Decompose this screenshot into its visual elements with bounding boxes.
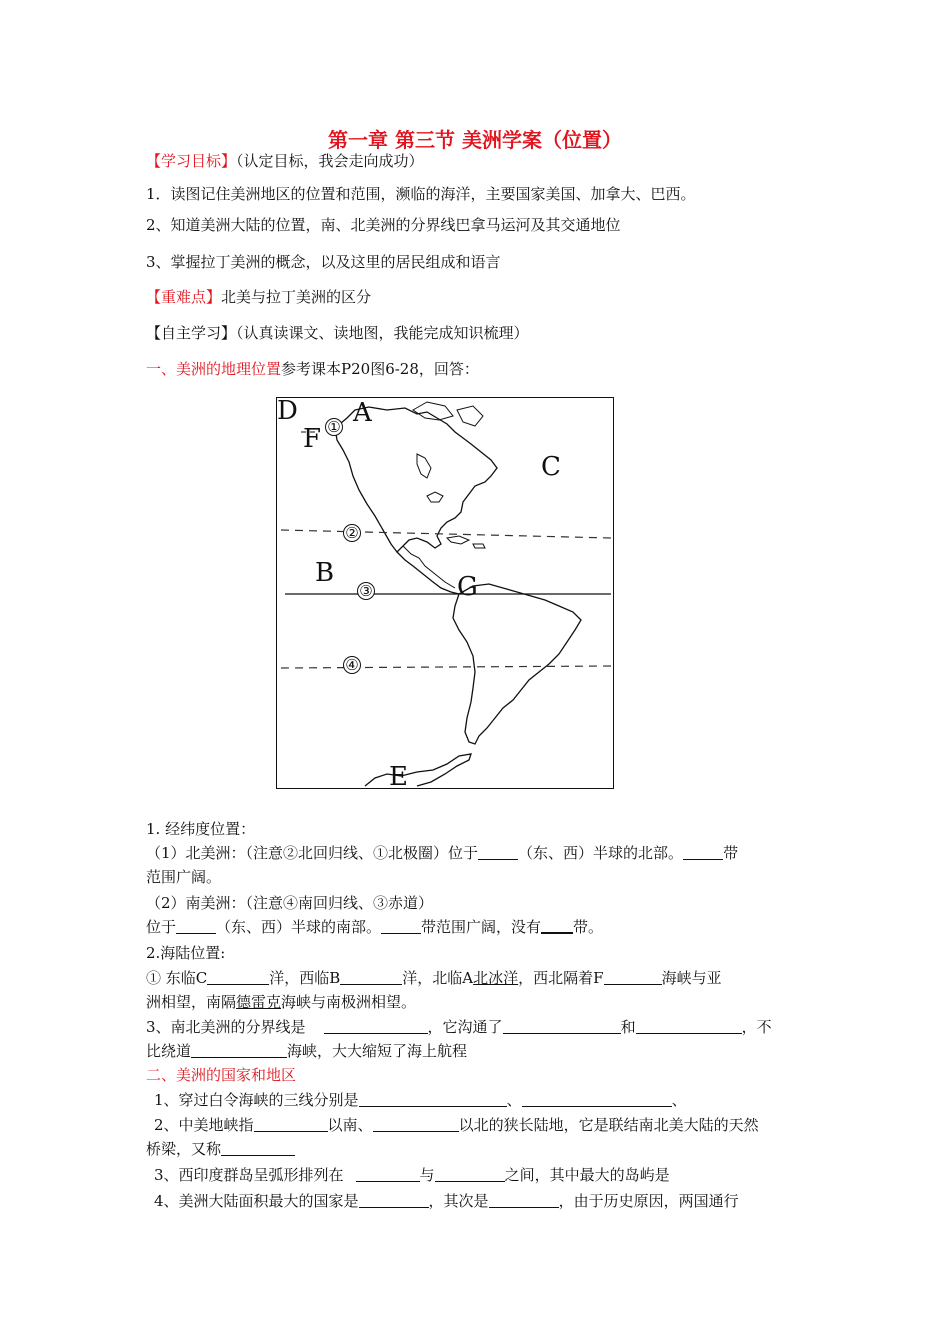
answer-blank[interactable] [503, 1018, 621, 1034]
q1-north-america-line [146, 842, 738, 864]
section1-text: 参考课本P20图6-28，回答： [281, 360, 479, 378]
selfstudy-label: 【自主学习】 [146, 324, 237, 342]
map-label-b: B [315, 558, 335, 588]
q2-text-b: 洋，西临B [269, 969, 341, 987]
q2-arctic-ocean: 北冰洋 [473, 969, 519, 987]
s2-item-2-continued [146, 1138, 295, 1160]
page-title: 第一章 第三节 美洲学案（位置） [328, 128, 622, 152]
section1-heading [146, 358, 479, 380]
s2-i3-text-a: 3、西印度群岛呈弧形排列在 [154, 1166, 344, 1184]
objective-item-1: 1．读图记住美洲地区的位置和范围，濒临的海洋，主要国家美国、加拿大、巴西。 [146, 185, 696, 203]
s2-i4-text-b: ，其次是 [428, 1192, 489, 1210]
answer-blank[interactable] [254, 1116, 328, 1132]
answer-blank[interactable] [221, 1140, 295, 1156]
q1-heading: 1. 经纬度位置： [146, 820, 256, 838]
answer-blank[interactable] [604, 969, 662, 985]
s2-i4-text-c: ，由于历史原因，两国通行 [558, 1192, 739, 1210]
objectives-label: 【学习目标】 [146, 152, 237, 170]
section2-heading: 二、美洲的国家和地区 [146, 1066, 297, 1084]
s2-i1-text-c: 、 [671, 1091, 687, 1109]
map-circle-3: ③ [357, 582, 375, 600]
s2-item-1 [154, 1089, 687, 1111]
q1-sa-text-d: 带。 [573, 918, 604, 936]
difficulty-label: 【重难点】 [146, 288, 222, 306]
answer-blank[interactable] [340, 969, 402, 985]
answer-blank[interactable] [359, 1192, 429, 1208]
section1-head: 一、美洲的地理位置 [146, 360, 282, 378]
map-circle-1: ① [325, 418, 343, 436]
map-circle-2: ② [343, 524, 361, 542]
selfstudy-note: （认真读课文、读地图，我能完成知识梳理） [236, 324, 529, 342]
s2-i1-text-b: 、 [506, 1091, 522, 1109]
s2-i2-text-d: 桥梁，又称 [146, 1140, 222, 1158]
answer-blank[interactable] [478, 844, 518, 860]
difficulty-line [146, 286, 371, 308]
q3-line-1 [146, 1016, 772, 1038]
q1-sa-text-b: （东、西）半球的南部。 [216, 918, 382, 936]
americas-outline-map [276, 396, 614, 792]
q2-text-e: 海峡与亚 [661, 969, 722, 987]
q3-text-e: 比绕道 [146, 1042, 192, 1060]
s2-item-4 [154, 1190, 739, 1212]
q2-text-d: ，西北隔着F [518, 969, 604, 987]
q1-na-text-b: （东、西）半球的北部。 [518, 844, 684, 862]
americas-map-drawing [277, 398, 613, 792]
q2-text-a: ① 东临C [146, 969, 208, 987]
s2-item-2 [154, 1114, 759, 1136]
answer-blank[interactable] [324, 1018, 428, 1034]
q2-drake: 德雷克 [236, 993, 282, 1011]
map-label-e: E [389, 762, 408, 792]
answer-blank[interactable] [191, 1042, 287, 1058]
s2-i2-text-a: 2、中美地峡指 [154, 1116, 254, 1134]
q3-line-2 [146, 1040, 467, 1062]
s2-i3-text-c: 之间，其中最大的岛屿是 [504, 1166, 670, 1184]
answer-blank[interactable] [381, 918, 421, 934]
q1-na-text-c: 带 [723, 844, 739, 862]
map-label-d: D [277, 396, 298, 426]
q1-south-america-line [146, 916, 603, 938]
q1-sa-text-c: 带范围广阔，没有 [421, 918, 542, 936]
q1-sa-text-a: 位于 [146, 918, 177, 936]
map-label-c: C [541, 452, 561, 482]
answer-blank[interactable] [522, 1091, 672, 1107]
selfstudy-line [146, 322, 529, 344]
q2-line-1 [146, 967, 722, 989]
answer-blank[interactable] [176, 918, 216, 934]
s2-item-3 [154, 1164, 670, 1186]
difficulty-text: 北美与拉丁美洲的区分 [221, 288, 372, 306]
q2-text-c: 洋，北临A [402, 969, 474, 987]
objective-item-2: 2、知道美洲大陆的位置，南、北美洲的分界线巴拿马运河及其交通地位 [146, 216, 621, 234]
q1-na-continued: 范围广阔。 [146, 868, 222, 886]
map-label-g: G [457, 572, 478, 602]
map-circle-4: ④ [343, 656, 361, 674]
map-label-f: F [303, 424, 322, 454]
s2-i2-text-c: 以北的狭长陆地，它是联结南北美大陆的天然 [458, 1116, 759, 1134]
answer-blank[interactable] [683, 844, 723, 860]
map-label-a: A [353, 398, 372, 428]
q3-text-b: ，它沟通了 [427, 1018, 503, 1036]
answer-blank[interactable] [356, 1166, 420, 1182]
objectives-heading [146, 150, 424, 172]
answer-blank[interactable] [435, 1166, 505, 1182]
s2-i3-text-b: 与 [419, 1166, 435, 1184]
answer-blank[interactable] [207, 969, 269, 985]
q1-south-america-heading: （2）南美洲：（注意④南回归线、③赤道） [146, 894, 434, 912]
answer-blank[interactable] [373, 1116, 459, 1132]
answer-blank[interactable] [541, 917, 573, 934]
answer-blank[interactable] [636, 1018, 742, 1034]
q3-text-a: 3、南北美洲的分界线是 [146, 1018, 306, 1036]
s2-i4-text-a: 4、美洲大陆面积最大的国家是 [154, 1192, 359, 1210]
q1-na-text-a: （1）北美洲：（注意②北回归线、①北极圈）位于 [146, 844, 479, 862]
objective-item-3: 3、掌握拉丁美洲的概念，以及这里的居民组成和语言 [146, 253, 501, 271]
answer-blank[interactable] [489, 1192, 559, 1208]
q3-text-f: 海峡，大大缩短了海上航程 [287, 1042, 468, 1060]
s2-i2-text-b: 以南、 [327, 1116, 373, 1134]
q2-text-f: 洲相望，南隔 [146, 993, 237, 1011]
s2-i1-text-a: 1、穿过白令海峡的三线分别是 [154, 1091, 359, 1109]
q3-text-c: 和 [620, 1018, 636, 1036]
answer-blank[interactable] [359, 1091, 507, 1107]
q2-heading: 2.海陆位置: [146, 944, 226, 962]
objectives-note: （认定目标，我会走向成功） [236, 152, 424, 170]
q3-text-d: ，不 [741, 1018, 772, 1036]
q2-text-g: 海峡与南极洲相望。 [281, 993, 417, 1011]
q2-line-2 [146, 991, 416, 1013]
